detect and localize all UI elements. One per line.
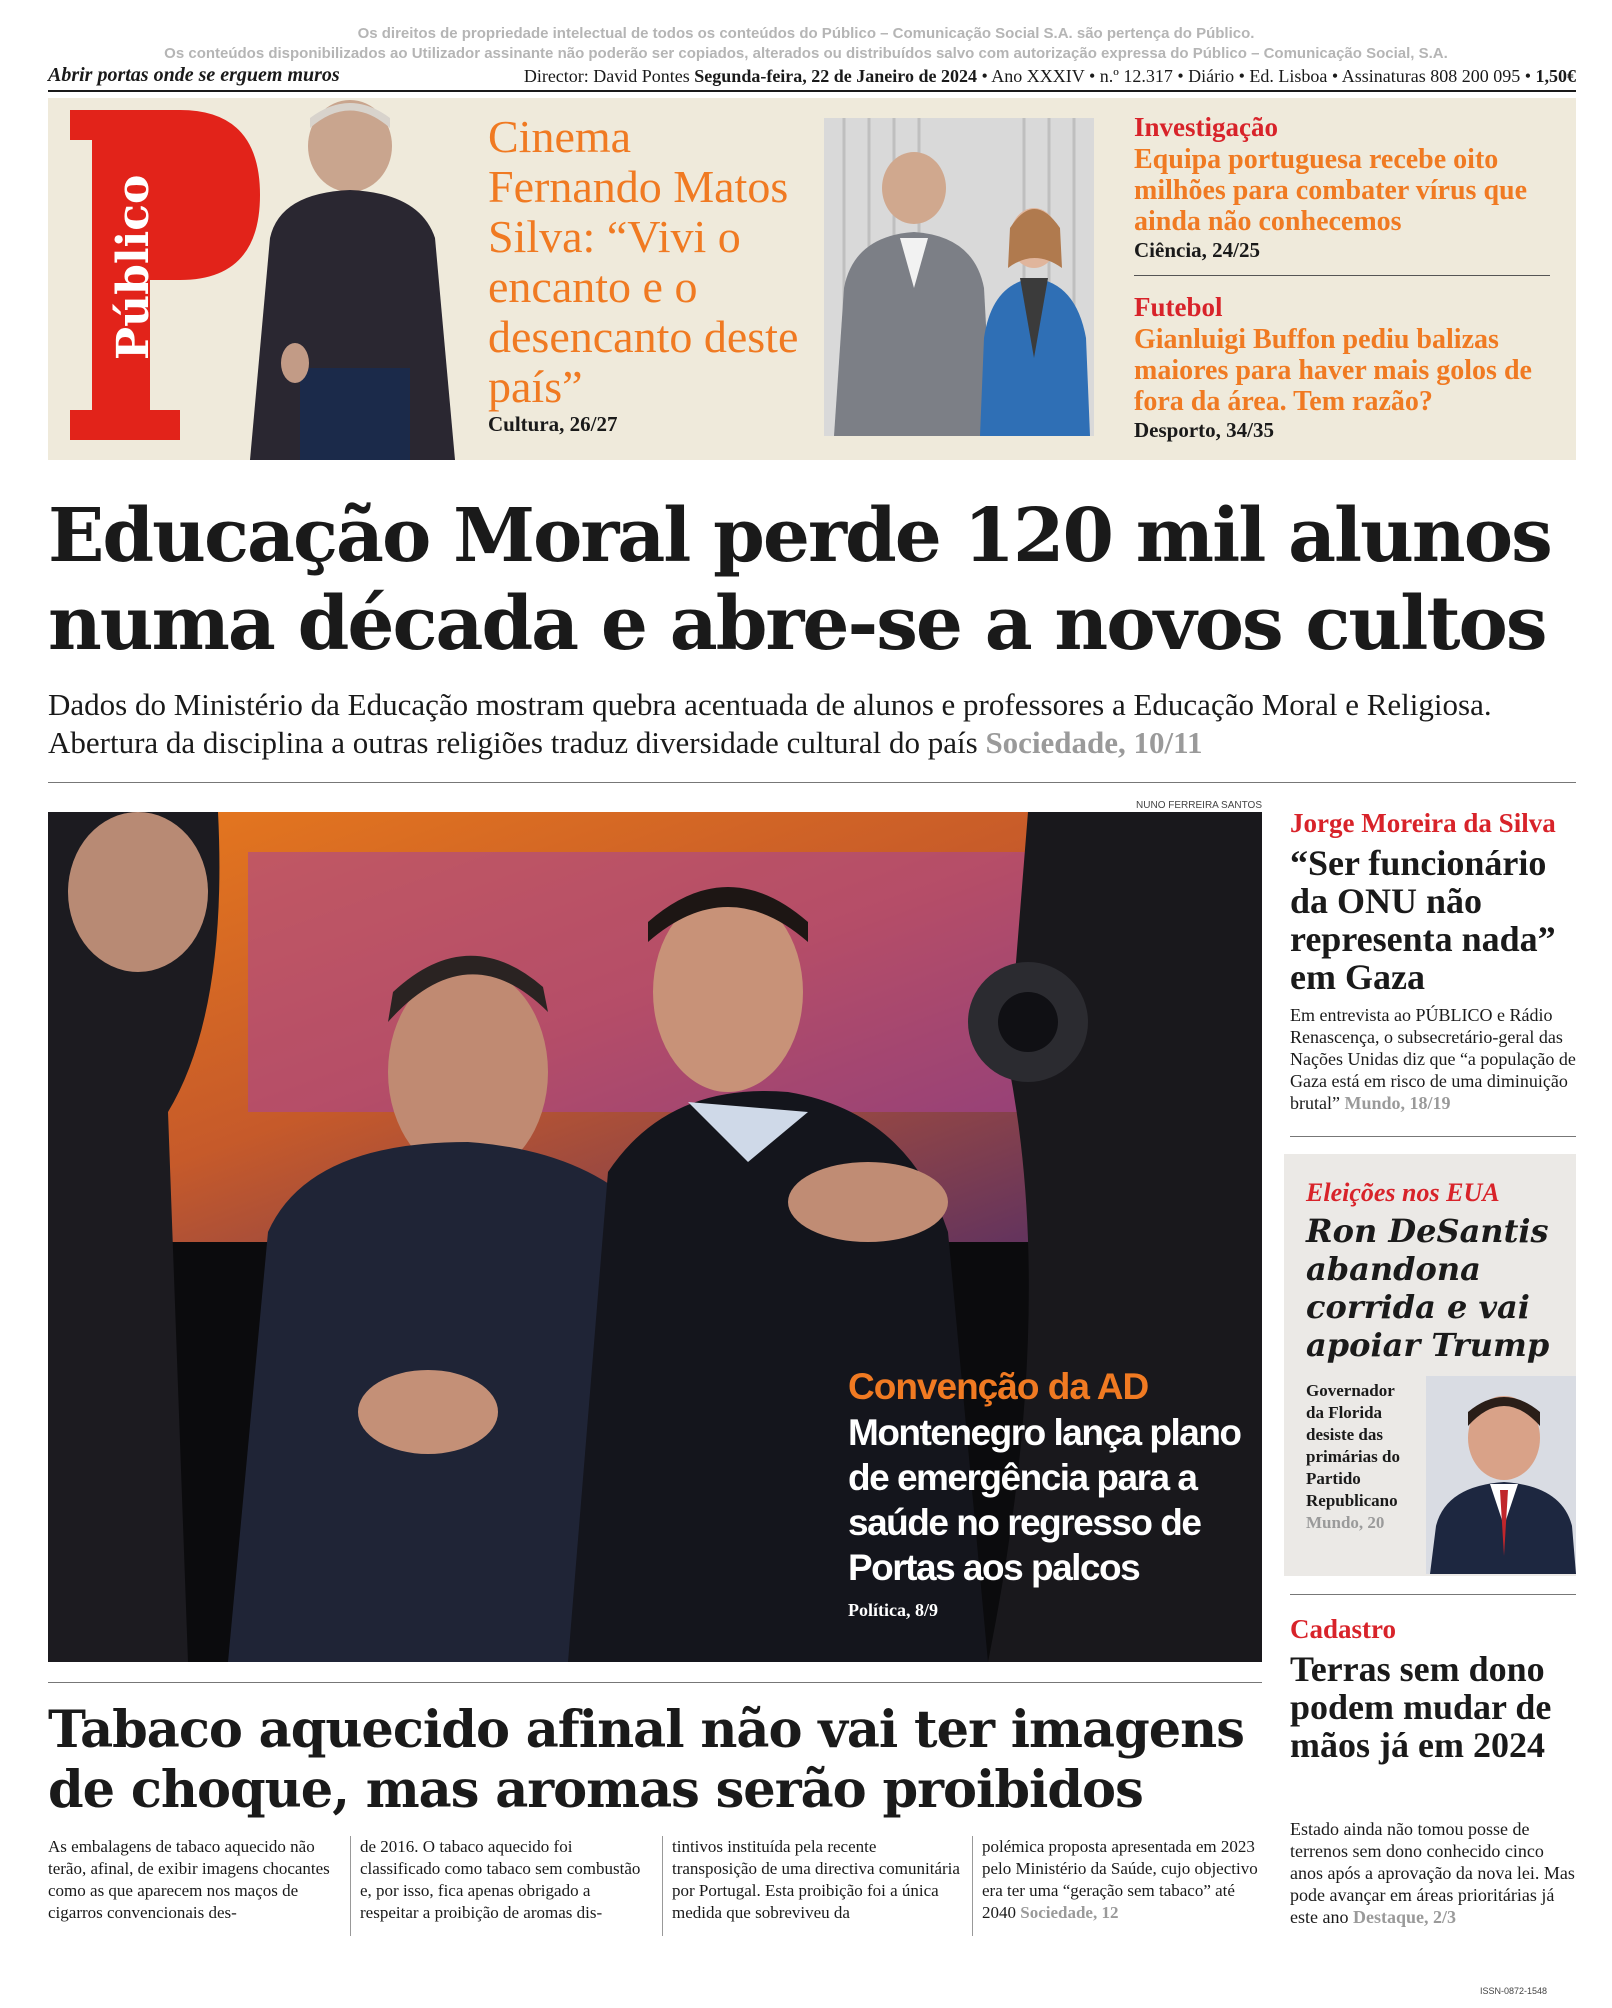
futebol-headline[interactable]: Gianluigi Buffon pediu balizas maiores para haver mais golos de fora da área. Tem razão? [1134,324,1532,417]
onu-body [1290,1004,1576,1114]
dateline [524,66,1576,87]
cadastro-tag: Cadastro [1290,1614,1397,1644]
photo-credit: NUNO FERREIRA SANTOS [1136,800,1262,811]
convention-headline[interactable]: Montenegro lança plano de emergência para a saúde no regresso de Portas aos palcos [848,1412,1241,1588]
convention-section: Política, 8/9 [848,1600,938,1620]
onu-section: Mundo, 18/19 [1344,1093,1451,1113]
tabaco-col-2: de 2016. O tabaco aquecido foi classificado como tabaco sem combustão e, por isso, fica apenas obrigado a respeitar a proibição de aromas dis- [360,1837,641,1922]
issn: ISSN-0872-1548 [1480,1986,1548,1996]
cinema-headline: Fernando Matos Silva: “Vivi o encanto e o desencanto deste país” [488,161,799,412]
investigacao-section: Ciência, 24/25 [1134,238,1260,262]
investigacao-tag: Investigação [1134,112,1278,142]
logo-wordmark: Público [108,174,159,360]
futebol-section: Desporto, 34/35 [1134,418,1274,442]
cinema-tag: Cinema [488,111,632,162]
col-divider-2 [662,1836,663,1936]
tabaco-rule [48,1682,1262,1683]
top-band-divider [1134,275,1550,276]
convention-tag: Convenção da AD [848,1366,1149,1407]
copyright-line-2: Os conteúdos disponibilizados ao Utilizador assinante não poderão ser copiados, alterados ou distribuídos salvo com autorização expressa do Público – Comunicação Social, S.A. [164,45,1448,62]
sidebar-rule-1 [1290,1136,1576,1137]
col-divider-1 [350,1836,351,1936]
cadastro-body-text: Estado ainda não tomou posse de terrenos sem dono conhecido cinco anos após a aprovação da nova lei. Mas pode avançar em áreas prioritárias já este ano [1290,1819,1575,1927]
eua-body-text: Governador da Florida desiste das primárias do Partido Republicano [1306,1381,1400,1510]
director: Director: David Pontes [523,66,690,86]
tabaco-col-3: tintivos instituída pela recente transposição de uma directiva comunitária por Portugal. Esta proibição foi a única medida que sobreviveu da [672,1837,960,1922]
issue-date: Segunda-feira, 22 de Janeiro de 2024 [694,66,977,86]
copyright-line-1: Os direitos de propriedade intelectual de todos os conteúdos do Público – Comunicação Social S.A. são pertença do Público. [357,25,1255,42]
cinema-section: Cultura, 26/27 [488,412,618,436]
cinema-block[interactable] [488,112,818,412]
onu-body-text: Em entrevista ao PÚBLICO e Rádio Renascença, o subsecretário-geral das Nações Unidas diz que “a população de Gaza está em risco de uma diminuição brutal” [1290,1005,1576,1113]
cadastro-body [1290,1818,1576,1928]
lead-headline[interactable]: Educação Moral perde 120 mil alunos numa década e abre-se a novos cultos [48,493,1551,667]
eua-tag: Eleições nos EUA [1306,1178,1500,1207]
tabaco-col-4-text: polémica proposta apresentada em 2023 pelo Ministério da Saúde, cujo objectivo era ter uma “geração sem tabaco” até 2040 [982,1837,1258,1922]
investigacao-headline[interactable]: Equipa portuguesa recebe oito milhões para combater vírus que ainda não conhecemos [1134,144,1528,237]
cadastro-section: Destaque, 2/3 [1352,1907,1456,1927]
tabaco-col-1: As embalagens de tabaco aquecido não terão, afinal, de exibir imagens chocantes como as que aparecem nos maços de cigarros convencionais des- [48,1837,330,1922]
lead-subhead-text: Dados do Ministério da Educação mostram quebra acentuada de alunos e professores a Educação Moral e Religiosa. Abertura da disciplina a outras religiões traduz diversidade cultural do país [48,687,1492,760]
tabaco-col-4 [982,1836,1272,1924]
publico-logo[interactable] [70,110,260,440]
lead-subhead [48,686,1568,762]
desantis-photo [1426,1376,1576,1574]
lead-rule [48,782,1576,783]
price: 1,50€ [1535,66,1576,86]
tabaco-headline[interactable]: Tabaco aquecido afinal não vai ter imagens de choque, mas aromas serão proibidos [48,1700,1244,1820]
col-divider-3 [972,1836,973,1936]
slogan: Abrir portas onde se erguem muros [48,64,340,86]
sidebar-rule-2 [1290,1594,1576,1595]
tabaco-section: Sociedade, 12 [1020,1903,1119,1922]
onu-headline[interactable]: “Ser funcionário da ONU não representa nada” em Gaza [1290,843,1556,997]
onu-tag: Jorge Moreira da Silva [1290,808,1556,838]
issue-details: • Ano XXXIV • n.º 12.317 • Diário • Ed. Lisboa • Assinaturas 808 200 095 • [981,66,1531,86]
eua-section: Mundo, 20 [1306,1513,1385,1532]
lead-section: Sociedade, 10/11 [985,725,1203,760]
fernando-matos-silva-photo [240,98,470,460]
cadastro-headline[interactable]: Terras sem dono podem mudar de mãos já em 2024 [1290,1649,1552,1765]
futebol-tag: Futebol [1134,292,1223,322]
research-team-photo [824,118,1094,436]
eua-body [1306,1380,1416,1534]
eua-headline[interactable]: Ron DeSantis abandona corrida e vai apoiar Trump [1306,1212,1550,1364]
